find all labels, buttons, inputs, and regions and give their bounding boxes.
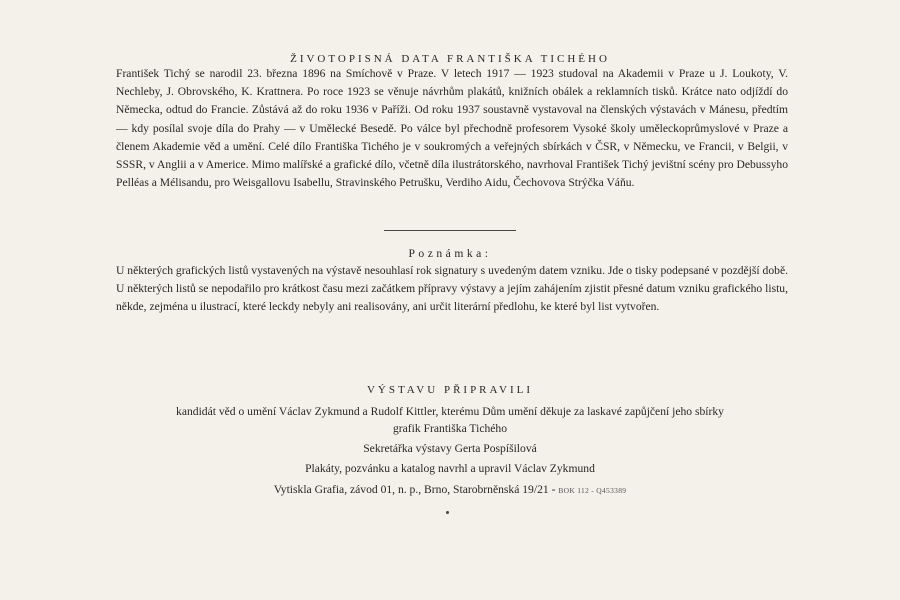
credits-line-design: Plakáty, pozvánku a katalog navrhl a upravil Václav Zykmund — [305, 462, 595, 475]
credits-line-authors: kandidát věd o umění Václav Zykmund a Rudolf Kittler, kterému Dům umění děkuje za laskavé zapůjčení jeho sbírky — [176, 405, 724, 418]
end-mark — [446, 511, 449, 514]
credits-heading: VÝSTAVU PŘIPRAVILI — [366, 384, 534, 396]
printer-line — [0, 481, 900, 499]
section-divider — [384, 230, 516, 231]
bio-heading: ŽIVOTOPISNÁ DATA FRANTIŠKA TICHÉHO — [290, 53, 610, 65]
credits-line-collection: grafik Františka Tichého — [393, 422, 507, 435]
printer-text: Vytiskla Grafia, závod 01, n. p., Brno, Starobrněnská 19/21 - — [273, 483, 556, 496]
printer-code: BOK 112 - Q453389 — [558, 486, 627, 495]
note-heading: Poznámka: — [408, 247, 492, 260]
note-paragraph: U některých grafických listů vystavených na výstavě nesouhlasí rok signatury s uvedeným datem vzniku. Jde o tisky podepsané v pozdější době. U některých listů se nepodařilo pro krátkost času mezi začátkem přípravy výstavy a jejím zahájením zjistit přesné datum vzniku grafického listu, někde, zejména u ilustrací, které leckdy nebyly ani realisovány, ani určit literární předlohu, ke které byl list vytvořen. — [116, 264, 788, 314]
bio-paragraph: František Tichý se narodil 23. března 1896 na Smíchově v Praze. V letech 1917 — 1923 studoval na Akademii v Praze u J. Loukoty, V. Nechleby, J. Obrovského, K. Krattnera. Po roce 1923 se věnuje návrhům plakátů, knižních obálek a reklamních tisků. Krátce nato odjíždí do Německa, odtud do Francie. Zůstává až do roku 1936 v Paříži. Od roku 1937 soustavně vystavoval na členských výstavách v Mánesu, předtím — kdy posílal svoje díla do Prahy — v Umělecké Besedě. Po válce byl přechodně profesorem Vysoké školy uměleckoprůmyslové v Praze a členem Akademie věd a umění. Celé dílo Františka Tichého je v soukromých a veřejných sbírkách v ČSR, v Německu, ve Francii, v Belgii, v SSSR, v Anglii a v Americe. Mimo malířské a grafické dílo, včetně díla ilustrátorského, navrhoval František Tichý jevištní scény pro Debussyho Pelléas a Mélisandu, pro Weisgallovu Isabellu, Stravinského Petrušku, Verdiho Aidu, Čechovova Strýčka Váňu. — [116, 67, 788, 190]
credits-line-secretary: Sekretářka výstavy Gerta Pospíšilová — [363, 442, 537, 455]
